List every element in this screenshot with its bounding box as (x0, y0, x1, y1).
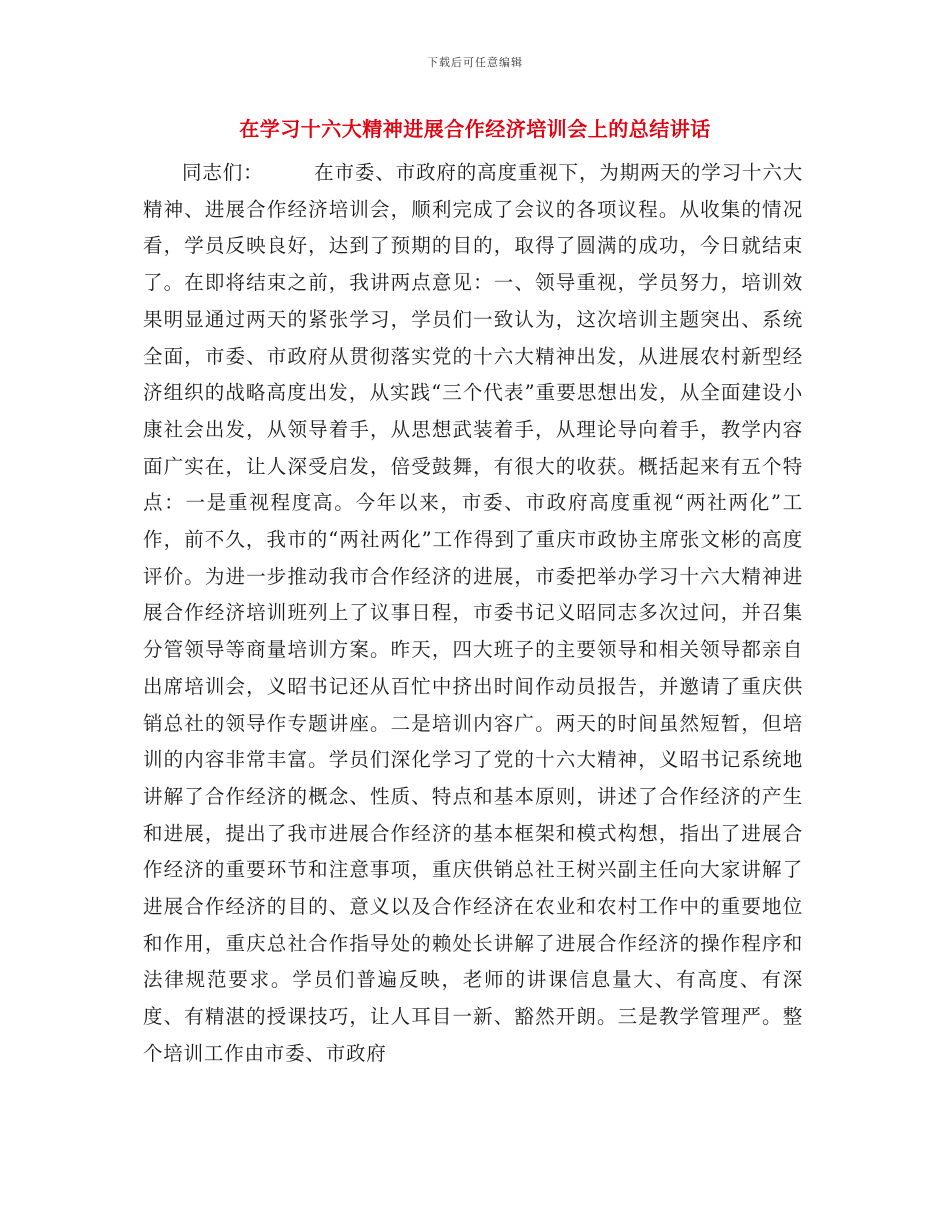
body-paragraph (143, 155, 803, 1073)
body-text: 在市委、市政府的高度重视下，为期两天的学习十六大精神、进展合作经济培训会，顺利完成了会议的各项议程。从收集的情况看，学员反映良好，达到了预期的目的，取得了圆满的成功，今日就结束了。在即将结束之前，我讲两点意见：一、领导重视，学员努力，培训效果明显通过两天的紧张学习，学员们一致认为，这次培训主题突出、系统全面，市委、市政府从贯彻落实党的十六大精神出发，从进展农村新型经济组织的战略高度出发，从实践“三个代表”重要思想出发，从全面建设小康社会出发，从领导着手，从思想武装着手，从理论导向着手，教学内容面广实在，让人深受启发，倍受鼓舞，有很大的收获。概括起来有五个特点：一是重视程度高。今年以来，市委、市政府高度重视“两社两化”工作，前不久，我市的“两社两化”工作得到了重庆市政协主席张文彬的高度评价。为进一步推动我市合作经济的进展，市委把举办学习十六大精神进展合作经济培训班列上了议事日程，市委书记义昭同志多次过问，并召集分管领导等商量培训方案。昨天，四大班子的主要领导和相关领导都亲自出席培训会，义昭书记还从百忙中挤出时间作动员报告，并邀请了重庆供销总社的领导作专题讲座。二是培训内容广。两天的时间虽然短暂，但培训的内容非常丰富。学员们深化学习了党的十六大精神，义昭书记系统地讲解了合作经济的概念、性质、特点和基本原则，讲述了合作经济的产生和进展，提出了我市进展合作经济的基本框架和模式构想，指出了进展合作经济的重要环节和注意事项，重庆供销总社王树兴副主任向大家讲解了进展合作经济的目的、意义以及合作经济在农业和农村工作中的重要地位和作用，重庆总社合作指导处的赖处长讲解了进展合作经济的操作程序和法律规范要求。学员们普遍反映，老师的讲课信息量大、有高度、有深度、有精湛的授课技巧，让人耳目一新、豁然开朗。三是教学管理严。整个培训工作由市委、市政府 (143, 161, 803, 1065)
greeting: 同志们： (182, 161, 264, 184)
header-note: 下载后可任意编辑 (427, 56, 523, 69)
document-title: 在学习十六大精神进展合作经济培训会上的总结讲话 (239, 117, 711, 141)
